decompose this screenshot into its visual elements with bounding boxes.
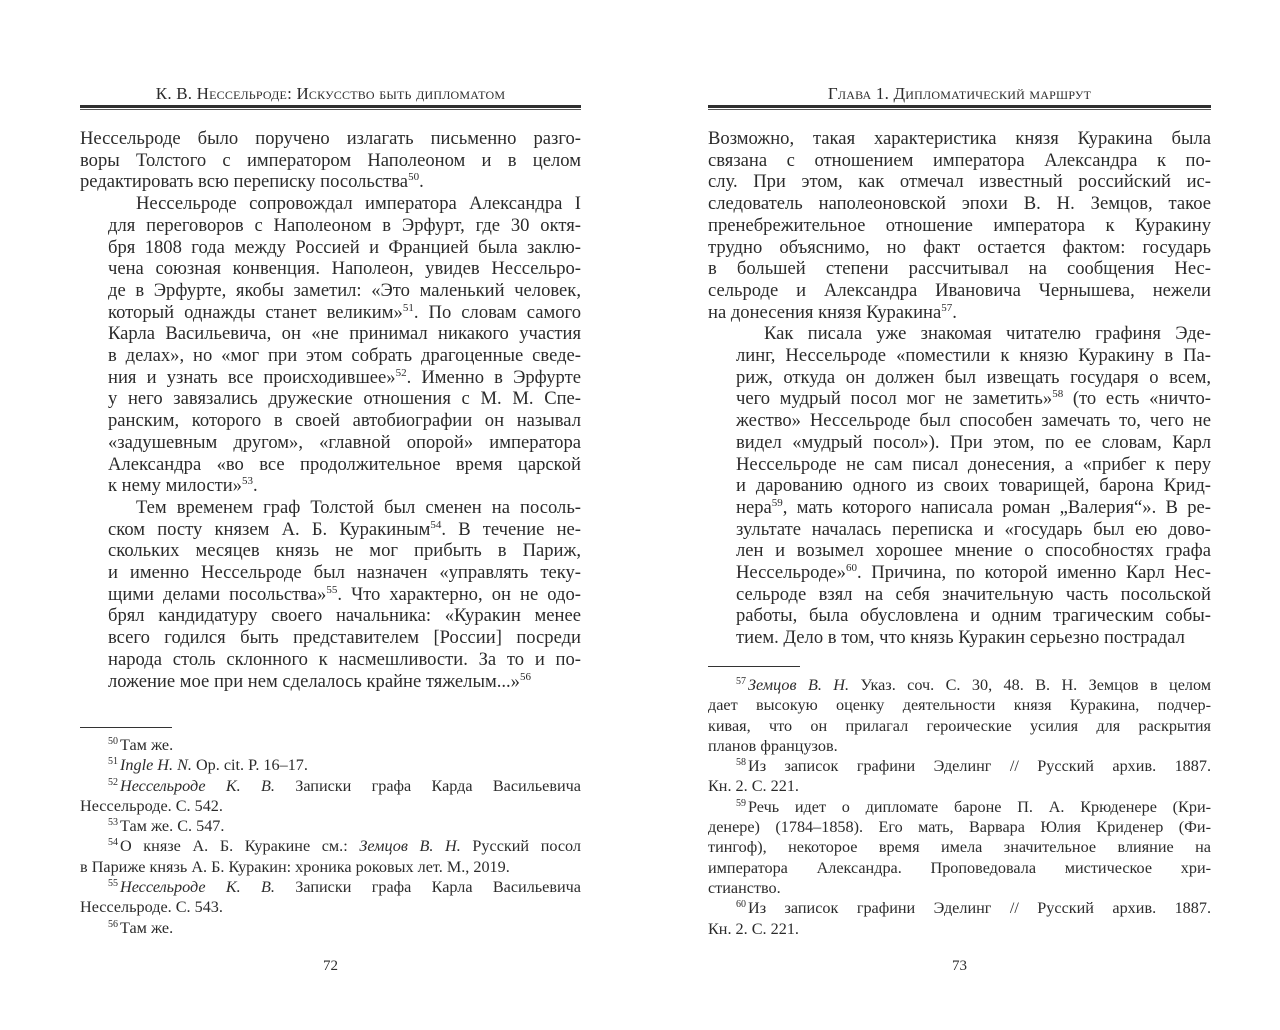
text-line: щими делами посольства»$^{55}$. Что характерно, он не одо- xyxy=(108,583,582,605)
footnote-55: $^{55}$ Нессельроде К. В. Записки графа Карла Васильевича Нессельроде. С. 543. xyxy=(80,878,581,917)
text-line: к нему милости»$^{53}$. xyxy=(108,475,258,497)
footnote-separator xyxy=(708,666,800,667)
text-line: ложение мое при нем сделалось крайне тяжелым...»$^{56}$ xyxy=(108,670,531,692)
text-line: чена союзная конвенция. Наполеон, увидев Нессельро- xyxy=(108,258,581,280)
author-name: Земцов В. Н. xyxy=(748,676,850,694)
footnote-number: 58 xyxy=(736,757,746,769)
footnote-ref: 52 xyxy=(395,366,407,379)
author-name: Нессельроде К. В. xyxy=(120,878,275,897)
text-line: для переговоров с Наполеоном в Эрфурт, где 30 октя- xyxy=(108,214,581,236)
text-line: сельроде и Александра Ивановича Чернышева, нежели xyxy=(708,279,1211,301)
footnote-ref: 56 xyxy=(519,670,531,683)
footnote-54: $^{54}$ О князе А. Б. Куракине см.: Земцов В. Н. Русский посол в Париже князь А. Б. Куракин: хроника роковых лет. М., 2019. xyxy=(80,837,581,876)
footnote-ref: 53 xyxy=(241,475,253,488)
header-rule xyxy=(80,105,581,111)
footnote-separator xyxy=(80,727,172,728)
running-head: Глава 1. Дипломатический маршрут xyxy=(827,84,1092,103)
footnote-number: 60 xyxy=(736,899,746,911)
footnote-57: $^{57}$ Земцов В. Н. Указ. соч. С. 30, 48. В. Н. Земцов в целом дает высокую оценку деятельности князя Куракина, подчер- кивая, что он прилагал героические усилия для раскрытия планов французов. xyxy=(708,676,1211,755)
paragraph xyxy=(708,128,1211,323)
text-line: зультате началась переписка и «государь был ею дово- xyxy=(736,518,1211,540)
paragraph xyxy=(80,193,581,497)
text-line: Нессельроде было поручено излагать письменно разго- xyxy=(80,128,581,149)
paragraph xyxy=(80,497,581,692)
text-line: связана с отношением императора Александра к по- xyxy=(708,149,1211,171)
text-line: слу. При этом, как отмечал известный российский ис- xyxy=(708,171,1211,193)
page-number: 72 xyxy=(323,958,338,974)
footnote-number: 54 xyxy=(108,837,118,849)
text-line: воры Толстого с императором Наполеоном и в целом xyxy=(80,149,581,171)
running-head: К. В. Нессельроде: Искусство быть дипломатом xyxy=(155,84,506,103)
text-line: в делах», но «мог при этом собрать драгоценные сведе- xyxy=(108,345,581,367)
text-line: линг, Нессельроде «поместили к князю Куракину в Па- xyxy=(736,345,1211,367)
text-line: и именно Нессельроде был назначен «управлять теку- xyxy=(108,562,581,584)
footnote-ref: 50 xyxy=(408,171,420,184)
text-line: тием. Дело в том, что князь Куракин серьезно пострадал xyxy=(736,627,1185,649)
footnote-ref: 60 xyxy=(845,562,857,575)
footnote-59: $^{59}$ Речь идет о дипломате бароне П. А. Крюденере (Кри- денере) (1784–1858). Его мать, Варвара Юлия Криденер (Фи- тингоф), некоторое время имела значительное влияние на императора Александра. Проповедовала мистическое хри- стианство. xyxy=(708,797,1211,897)
author-name: Нессельроде К. В. xyxy=(120,776,275,795)
footnote-number: 56 xyxy=(108,918,118,930)
text-line: сельроде взял на себя значительную часть посольской xyxy=(736,583,1211,605)
text-line: у него завязались дружеские отношения с М. М. Спе- xyxy=(108,388,581,410)
text-line: Как писала уже знакомая читателю графиня Эде- xyxy=(764,323,1211,345)
footnote-ref: 57 xyxy=(941,301,953,314)
paragraph xyxy=(80,128,581,193)
footnote-53: $^{53}$ Там же. С. 547. xyxy=(108,817,225,836)
footnote-ref: 54 xyxy=(430,518,442,531)
text-line: риж, откуда он должен был извещать государя о всем, xyxy=(736,366,1211,388)
right-page xyxy=(708,0,1211,1030)
footnote-60: $^{60}$ Из записок графини Эделинг // Русский архив. 1887. Кн. 2. С. 221. xyxy=(708,899,1211,938)
text-line: Нессельроде сопровождал императора Александра I xyxy=(136,193,581,215)
text-line: который однажды станет великим»$^{51}$. По словам самого xyxy=(108,301,581,323)
text-line: и дарованию одного из своих товарищей, барона Крид- xyxy=(736,475,1211,497)
text-line: чего мудрый посол мог не заметить»$^{58}$ (то есть «ничто- xyxy=(736,388,1211,410)
text-line: редактировать всю переписку посольства$^{50}$. xyxy=(80,171,424,193)
footnote-number: 53 xyxy=(108,817,118,829)
text-line: ском посту князем А. Б. Куракиным$^{54}$. В течение не- xyxy=(108,518,581,540)
text-line: Нессельроде не сам писал донесения, а «прибег к перу xyxy=(736,453,1211,475)
text-line: Тем временем граф Толстой был сменен на посоль- xyxy=(136,496,581,518)
text-line: ранским, которого в своей автобиографии он называл xyxy=(108,410,581,432)
footnote-ref: 58 xyxy=(1052,388,1064,401)
text-line: нера$^{59}$, мать которого написала роман „Валерия“». В ре- xyxy=(736,496,1211,518)
text-line: трудно объяснимо, но факт остается фактом: государь xyxy=(708,236,1211,258)
page-number: 73 xyxy=(952,958,967,974)
text-line: ния и узнать все происходившее»$^{52}$. Именно в Эрфурте xyxy=(108,366,581,388)
text-line: брял кандидатуру своего начальника: «Куракин менее xyxy=(108,605,581,627)
text-line: следователь наполеоновской эпохи В. Н. Земцов, такое xyxy=(708,193,1211,215)
text-line: в большей степени рассчитывал на сообщения Нес- xyxy=(708,258,1211,280)
footnote-number: 59 xyxy=(736,797,746,809)
header-rule xyxy=(708,105,1211,111)
footnotes xyxy=(708,675,1211,939)
text-line: Карла Васильевича, он «не принимал никакого участия xyxy=(108,323,581,345)
footnote-number: 55 xyxy=(108,878,118,890)
footnote-ref: 55 xyxy=(326,583,338,596)
paragraph xyxy=(708,323,1211,649)
text-line: лен и возымел хорошее мнение о способностях графа xyxy=(736,540,1211,562)
footnote-number: 50 xyxy=(108,736,118,747)
text-line: работы, была обусловлена и одним трагическим собы- xyxy=(736,605,1211,627)
text-line: на донесения князя Куракина$^{57}$. xyxy=(708,301,957,323)
footnote-number: 57 xyxy=(736,676,746,687)
footnotes xyxy=(80,735,581,938)
footnote-number: 52 xyxy=(108,776,118,788)
footnote-56: $^{56}$ Там же. xyxy=(108,918,174,937)
author-name: Ingle H. N. xyxy=(120,756,192,775)
footnote-58: $^{58}$ Из записок графини Эделинг // Русский архив. 1887. Кн. 2. С. 221. xyxy=(708,757,1211,796)
text-line: де в Эрфурте, якобы заметил: «Это маленький человек, xyxy=(108,279,581,301)
body-text xyxy=(80,128,581,692)
text-line: бря 1808 года между Россией и Францией была заклю- xyxy=(108,236,581,258)
text-line: народа столь склонного к насмешливости. За то и по- xyxy=(108,648,581,670)
footnote-ref: 59 xyxy=(771,496,783,509)
footnote-number: 51 xyxy=(108,756,118,768)
author-name: Земцов В. Н. xyxy=(359,837,461,856)
text-line: Александра «во все продолжительное время царской xyxy=(108,453,581,475)
text-line: пренебрежительное отношение императора к Куракину xyxy=(708,214,1211,236)
left-page xyxy=(80,0,581,1030)
text-line: скольких месяцев князь не мог прибыть в Париж, xyxy=(108,540,581,562)
text-line: всего годился быть представителем [России] посреди xyxy=(108,627,581,649)
text-line: жество» Нессельроде был способен замечать то, чего не xyxy=(736,410,1211,432)
footnote-51: $^{51}$ Ingle H. N. Op. cit. P. 16–17. xyxy=(108,756,308,775)
text-line: Возможно, такая характеристика князя Куракина была xyxy=(708,128,1211,149)
text-line: видел «мудрый посол»). При этом, по ее словам, Карл xyxy=(736,431,1211,453)
text-line: Нессельроде»$^{60}$. Причина, по которой именно Карл Нес- xyxy=(736,562,1211,584)
footnote-50: $^{50}$ Там же. xyxy=(108,736,174,754)
footnote-52: $^{52}$ Нессельроде К. В. Записки графа Карда Васильевича Нессельроде. С. 542. xyxy=(80,776,581,815)
body-text xyxy=(708,128,1211,649)
text-line: «задушевным другом», «главной опорой» императора xyxy=(108,431,581,453)
footnote-ref: 51 xyxy=(402,301,414,314)
